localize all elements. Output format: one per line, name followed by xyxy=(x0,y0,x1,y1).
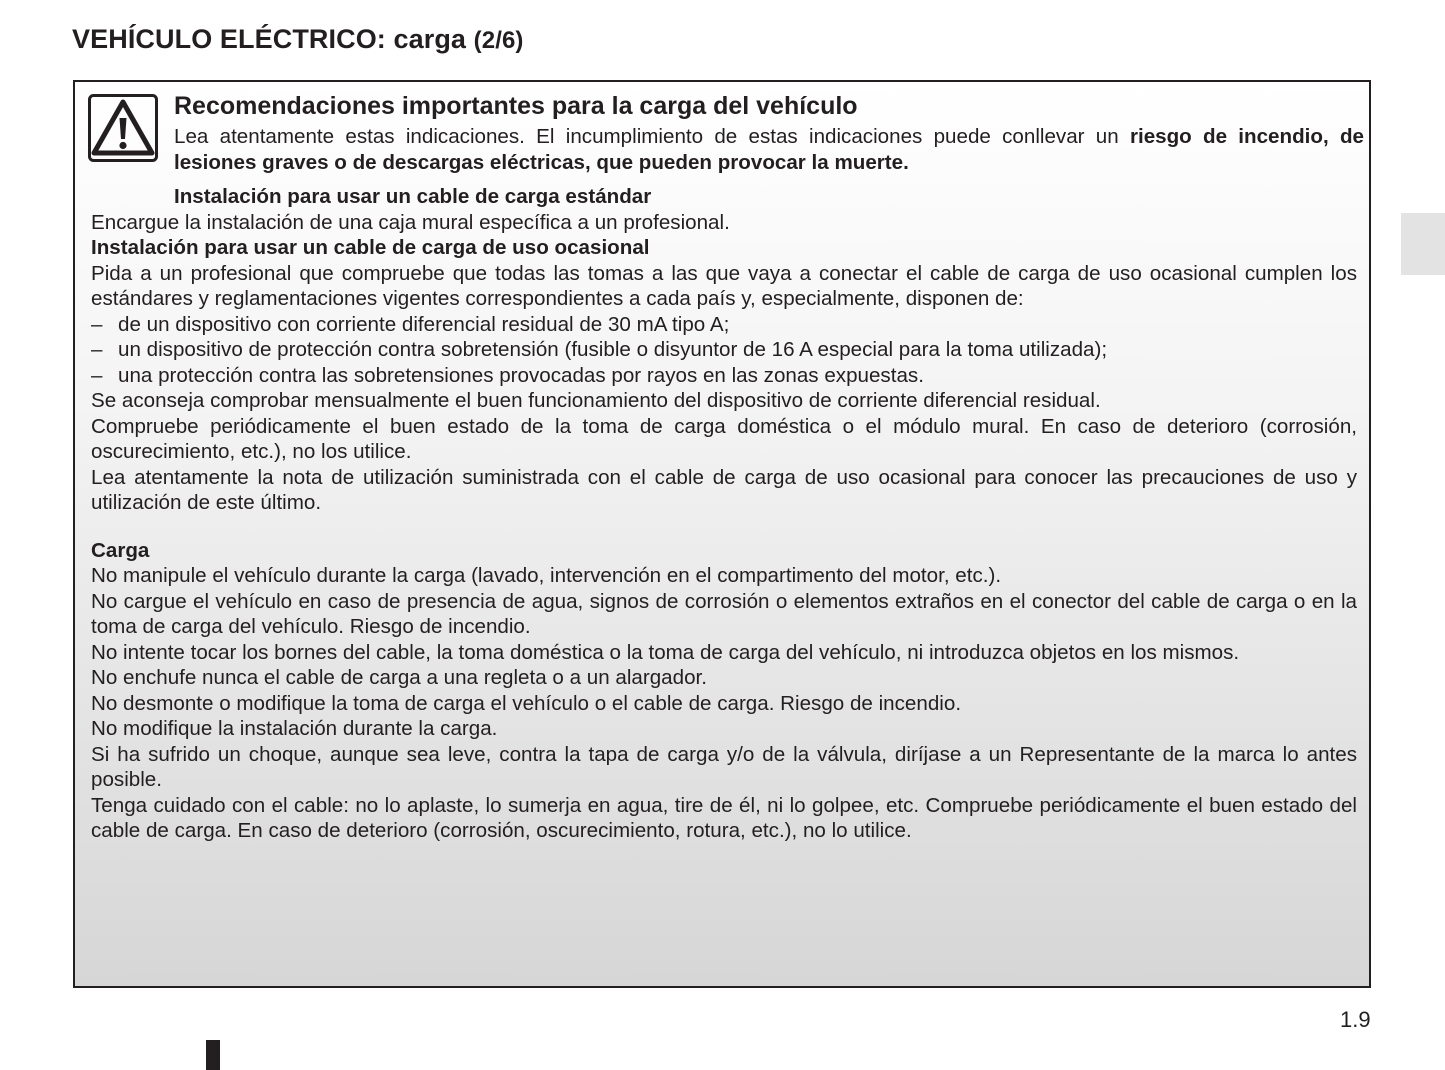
paragraph: Si ha sufrido un choque, aunque sea leve, contra la tapa de carga y/o de la válvula, diríjase a un Representante de la marca lo antes posible. xyxy=(91,742,1357,791)
list-item xyxy=(91,337,1357,363)
standard-cable-heading: Instalación para usar un cable de carga estándar xyxy=(174,185,652,208)
paragraph: Lea atentamente la nota de utilización suministrada con el cable de carga de uso ocasional para conocer las precauciones de uso y utilización de este último. xyxy=(91,465,1357,514)
paragraph: No enchufe nunca el cable de carga a una regleta o a un alargador. xyxy=(91,666,707,689)
list-item-text: un dispositivo de protección contra sobretensión (fusible o disyuntor de 16 A especial para la toma utilizada); xyxy=(118,338,1108,361)
list-item-text: de un dispositivo con corriente diferencial residual de 30 mA tipo A; xyxy=(118,312,730,336)
warning-triangle-icon xyxy=(88,94,158,162)
warning-intro-plain: Lea atentamente estas indicaciones. El incumplimiento de estas indicaciones puede conllevar un xyxy=(174,125,1130,148)
paragraph: Tenga cuidado con el cable: no lo aplaste, lo sumerja en agua, tire de él, ni lo golpee, etc. Compruebe periódicamente el buen estado del cable de carga. En caso de deterioro (corrosión, oscurecimiento, rotura, etc.), no lo utilice. xyxy=(91,793,1357,842)
charging-heading: Carga xyxy=(91,538,150,562)
crop-mark xyxy=(206,1040,220,1070)
warning-intro xyxy=(174,124,1364,176)
list-dash: – xyxy=(91,363,103,387)
warning-box xyxy=(73,80,1371,988)
page-title xyxy=(72,24,524,55)
list-item-text: una protección contra las sobretensiones provocadas por rayos en las zonas expuestas. xyxy=(118,363,924,387)
list-dash: – xyxy=(91,312,103,336)
page-number: 1.9 xyxy=(1340,1007,1371,1032)
paragraph: No intente tocar los bornes del cable, la toma doméstica o la toma de carga del vehículo, ni introduzca objetos en los mismos. xyxy=(91,640,1240,664)
paragraph: No cargue el vehículo en caso de presencia de agua, signos de corrosión o elementos extraños en el conector del cable de carga o en la toma de carga del vehículo. Riesgo de incendio. xyxy=(91,589,1357,638)
section-tab xyxy=(1401,213,1445,275)
page-title-part: (2/6) xyxy=(473,27,524,54)
paragraph: Compruebe periódicamente el buen estado de la toma de carga doméstica o el módulo mural. En caso de deterioro (corrosión, oscurecimiento, etc.), no los utilice. xyxy=(91,414,1357,463)
warning-heading: Recomendaciones importantes para la carga del vehículo xyxy=(174,92,858,120)
list-item xyxy=(91,312,1357,338)
paragraph: No desmonte o modifique la toma de carga el vehículo o el cable de carga. Riesgo de incendio. xyxy=(91,691,962,715)
paragraph: No manipule el vehículo durante la carga (lavado, intervención en el compartimento del motor, etc.). xyxy=(91,564,1002,587)
warning-body xyxy=(91,184,1357,844)
paragraph: Se aconseja comprobar mensualmente el buen funcionamiento del dispositivo de corriente diferencial residual. xyxy=(91,389,1101,412)
occasional-cable-text: Pida a un profesional que compruebe que todas las tomas a las que vaya a conectar el cable de carga de uso ocasional cumplen los estándares y reglamentaciones vigentes correspondientes a cada país y, especialmente, disponen de: xyxy=(91,261,1357,310)
standard-cable-text: Encargue la instalación de una caja mural específica a un profesional. xyxy=(91,210,730,234)
list-item xyxy=(91,363,1357,389)
page-title-main: VEHÍCULO ELÉCTRICO: carga xyxy=(72,24,474,54)
warning-intro-bold: riesgo de incendio, de lesiones graves o de descargas eléctricas, que pueden provocar la muerte. xyxy=(174,125,1364,174)
occasional-cable-heading: Instalación para usar un cable de carga de uso ocasional xyxy=(91,236,650,259)
paragraph: No modifique la instalación durante la carga. xyxy=(91,717,498,740)
list-dash: – xyxy=(91,338,103,361)
